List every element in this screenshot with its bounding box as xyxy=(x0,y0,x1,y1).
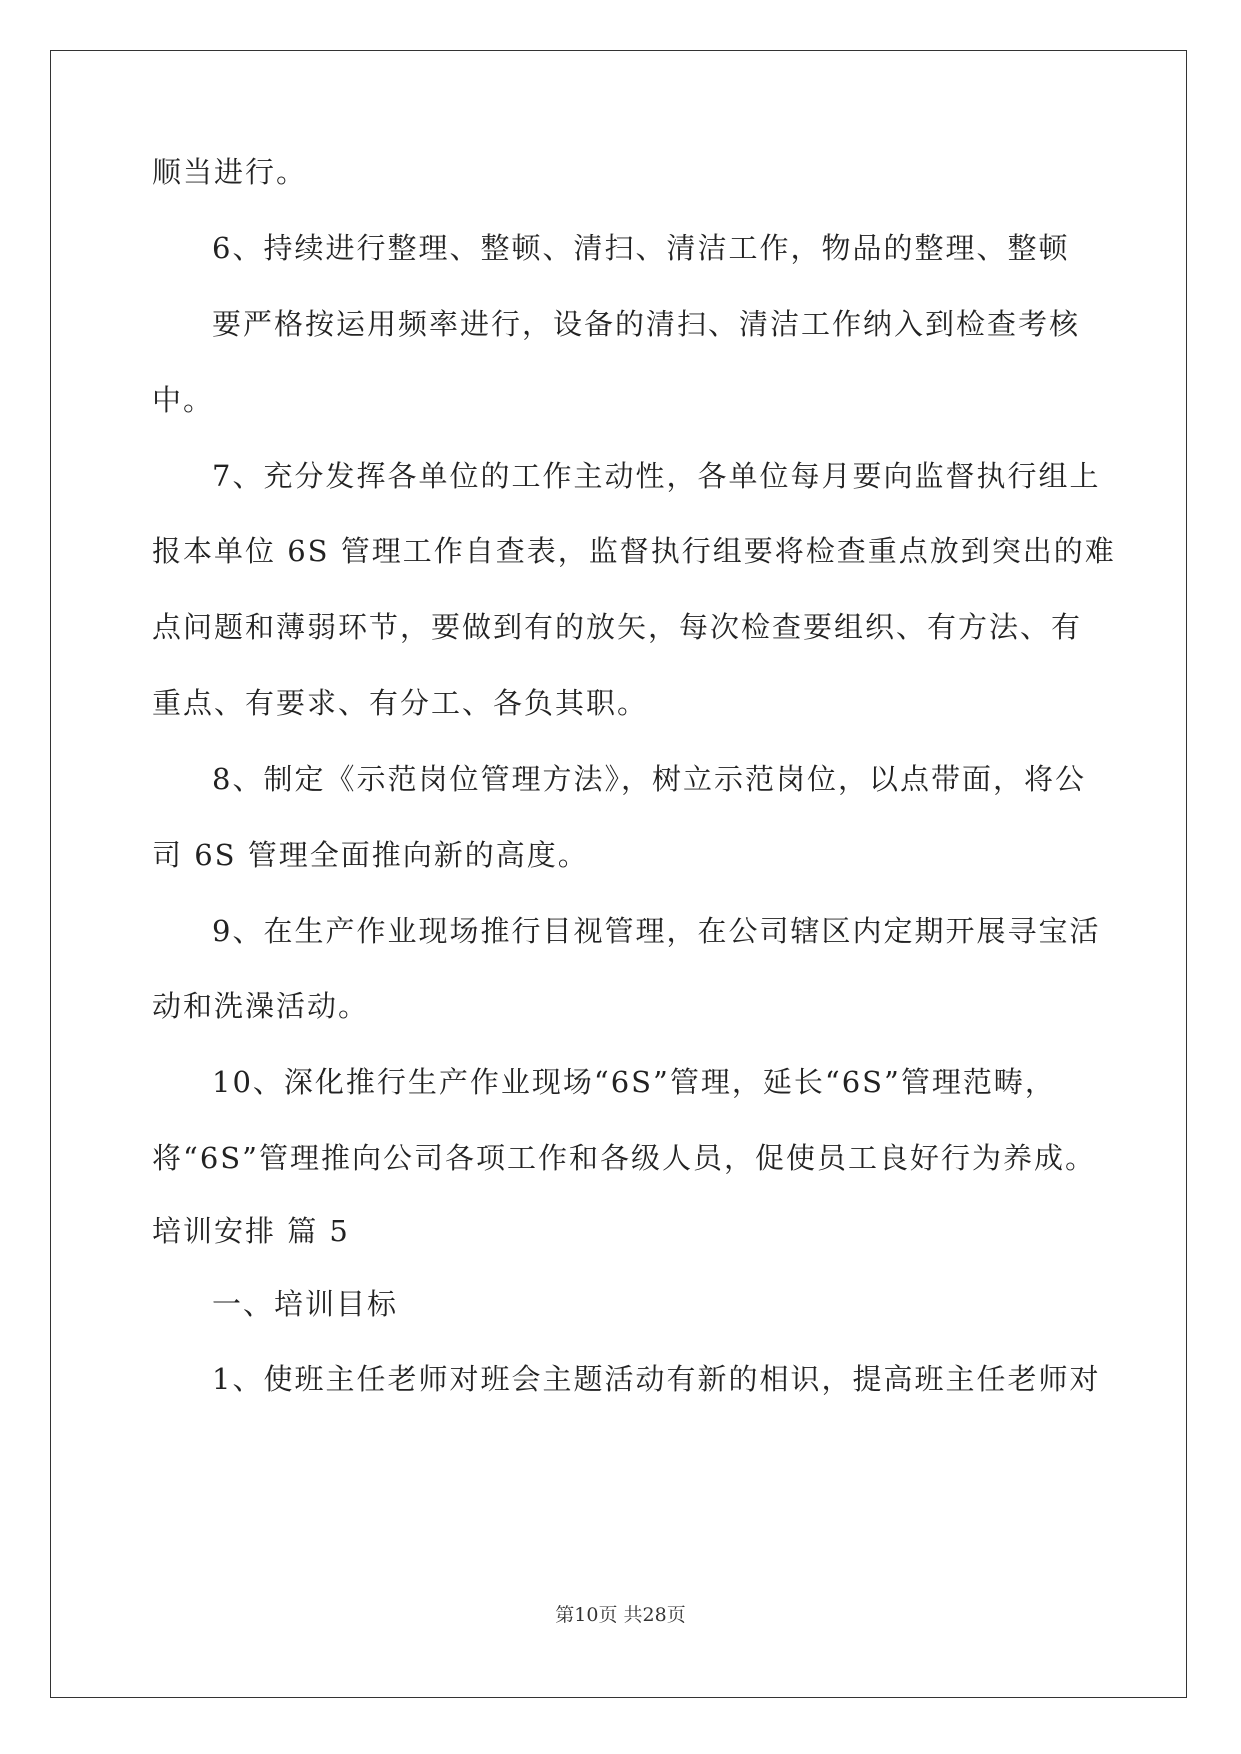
body-line: 报本单位 6S 管理工作自查表，监督执行组要将检查重点放到突出的难 xyxy=(152,534,1116,568)
footer-prefix: 第 xyxy=(555,1604,575,1626)
page-footer xyxy=(0,1603,1241,1627)
body-line: 1、使班主任老师对班会主题活动有新的相识，提高班主任老师对 xyxy=(212,1362,1101,1396)
body-line: 6、持续进行整理、整顿、清扫、清洁工作，物品的整理、整顿 xyxy=(212,231,1070,265)
body-line: 动和洗澡活动。 xyxy=(152,989,370,1023)
body-line: 司 6S 管理全面推向新的高度。 xyxy=(152,838,589,872)
section-heading: 培训安排 篇 5 xyxy=(152,1214,350,1248)
body-line: 7、充分发挥各单位的工作主动性，各单位每月要向监督执行组上 xyxy=(212,459,1101,493)
subsection-heading: 一、培训目标 xyxy=(212,1287,399,1321)
body-line: 点问题和薄弱环节，要做到有的放矢，每次检查要组织、有方法、有 xyxy=(152,610,1083,644)
body-line: 将“6S”管理推向公司各项工作和各级人员，促使员工良好行为养成。 xyxy=(152,1141,1096,1175)
body-line: 中。 xyxy=(152,383,215,417)
body-line: 顺当进行。 xyxy=(152,155,308,189)
page-border xyxy=(50,50,1187,1698)
body-line: 8、制定《示范岗位管理方法》，树立示范岗位，以点带面，将公 xyxy=(212,762,1086,796)
body-line: 要严格按运用频率进行，设备的清扫、清洁工作纳入到检查考核 xyxy=(212,307,1081,341)
body-line: 10、深化推行生产作业现场“6S”管理，延长“6S”管理范畴， xyxy=(212,1065,1056,1099)
footer-suffix: 页 xyxy=(666,1604,686,1626)
body-line: 9、在生产作业现场推行目视管理，在公司辖区内定期开展寻宝活 xyxy=(212,914,1101,948)
total-pages-number: 28 xyxy=(642,1604,667,1626)
current-page-number: 10 xyxy=(574,1604,599,1626)
footer-mid: 页 共 xyxy=(598,1604,643,1626)
body-line: 重点、有要求、有分工、各负其职。 xyxy=(152,686,649,720)
